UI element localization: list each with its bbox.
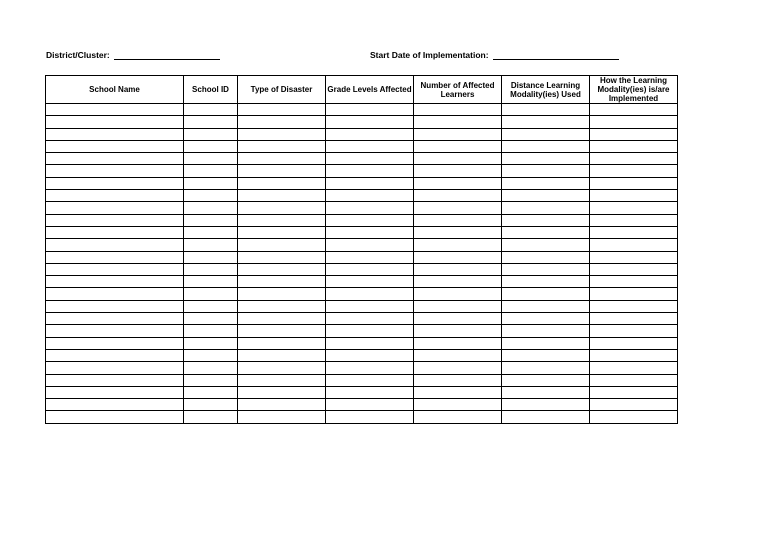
table-cell[interactable] bbox=[238, 263, 326, 275]
table-cell[interactable] bbox=[502, 349, 590, 361]
table-row bbox=[46, 411, 678, 423]
table-cell[interactable] bbox=[46, 190, 184, 202]
table-cell[interactable] bbox=[502, 399, 590, 411]
table-cell[interactable] bbox=[502, 190, 590, 202]
table-cell[interactable] bbox=[184, 140, 238, 152]
table-cell[interactable] bbox=[414, 116, 502, 128]
table-cell[interactable] bbox=[502, 214, 590, 226]
table-row bbox=[46, 374, 678, 386]
table-cell[interactable] bbox=[184, 386, 238, 398]
table-cell[interactable] bbox=[326, 263, 414, 275]
table-cell[interactable] bbox=[326, 251, 414, 263]
table-cell[interactable] bbox=[414, 288, 502, 300]
table-cell[interactable] bbox=[46, 214, 184, 226]
table-cell[interactable] bbox=[46, 239, 184, 251]
table-cell[interactable] bbox=[46, 104, 184, 116]
table-cell[interactable] bbox=[326, 104, 414, 116]
table-cell[interactable] bbox=[502, 239, 590, 251]
table-cell[interactable] bbox=[238, 214, 326, 226]
table-cell[interactable] bbox=[326, 399, 414, 411]
table-cell[interactable] bbox=[184, 411, 238, 423]
table-cell[interactable] bbox=[184, 263, 238, 275]
table-cell[interactable] bbox=[590, 251, 678, 263]
table-cell[interactable] bbox=[184, 104, 238, 116]
table-cell[interactable] bbox=[46, 288, 184, 300]
table-cell[interactable] bbox=[326, 239, 414, 251]
table-cell[interactable] bbox=[326, 362, 414, 374]
table-cell[interactable] bbox=[590, 153, 678, 165]
table-cell[interactable] bbox=[414, 349, 502, 361]
table-cell[interactable] bbox=[590, 374, 678, 386]
table-cell[interactable] bbox=[414, 226, 502, 238]
table-cell[interactable] bbox=[46, 374, 184, 386]
table-cell[interactable] bbox=[326, 411, 414, 423]
table-cell[interactable] bbox=[502, 128, 590, 140]
table-cell[interactable] bbox=[590, 263, 678, 275]
column-header-modality-implementation: How the Learning Modality(ies) is/are Implemented bbox=[590, 76, 678, 104]
table-cell[interactable] bbox=[590, 313, 678, 325]
table-cell[interactable] bbox=[184, 313, 238, 325]
table-cell[interactable] bbox=[238, 251, 326, 263]
table-cell[interactable] bbox=[184, 202, 238, 214]
table-cell[interactable] bbox=[502, 202, 590, 214]
table-cell[interactable] bbox=[326, 313, 414, 325]
district-cluster-label: District/Cluster: bbox=[46, 50, 110, 60]
table-cell[interactable] bbox=[502, 140, 590, 152]
table-cell[interactable] bbox=[184, 116, 238, 128]
table-cell[interactable] bbox=[590, 202, 678, 214]
table-cell[interactable] bbox=[326, 337, 414, 349]
table-cell[interactable] bbox=[184, 226, 238, 238]
table-cell[interactable] bbox=[238, 140, 326, 152]
table-row bbox=[46, 399, 678, 411]
table-cell[interactable] bbox=[414, 153, 502, 165]
table-row bbox=[46, 263, 678, 275]
column-header-modality-used: Distance Learning Modality(ies) Used bbox=[502, 76, 590, 104]
table-cell[interactable] bbox=[238, 202, 326, 214]
table-cell[interactable] bbox=[238, 411, 326, 423]
table-cell[interactable] bbox=[590, 325, 678, 337]
table-cell[interactable] bbox=[326, 226, 414, 238]
start-date-input-line[interactable] bbox=[493, 49, 619, 60]
table-cell[interactable] bbox=[184, 251, 238, 263]
table-cell[interactable] bbox=[46, 325, 184, 337]
table-cell[interactable] bbox=[46, 202, 184, 214]
table-row bbox=[46, 226, 678, 238]
table-cell[interactable] bbox=[326, 386, 414, 398]
table-cell[interactable] bbox=[414, 313, 502, 325]
table-cell[interactable] bbox=[184, 165, 238, 177]
table-cell[interactable] bbox=[238, 349, 326, 361]
table-header-row bbox=[46, 76, 678, 104]
table-cell[interactable] bbox=[238, 374, 326, 386]
table-cell[interactable] bbox=[46, 386, 184, 398]
table-cell[interactable] bbox=[238, 116, 326, 128]
table-row bbox=[46, 128, 678, 140]
table-cell[interactable] bbox=[590, 116, 678, 128]
table-cell[interactable] bbox=[46, 337, 184, 349]
column-header-affected-learners: Number of Affected Learners bbox=[414, 76, 502, 104]
table-cell[interactable] bbox=[326, 300, 414, 312]
table-row bbox=[46, 325, 678, 337]
table-cell[interactable] bbox=[184, 190, 238, 202]
table-cell[interactable] bbox=[502, 177, 590, 189]
table-cell[interactable] bbox=[590, 177, 678, 189]
table-row bbox=[46, 116, 678, 128]
table-row bbox=[46, 190, 678, 202]
table-cell[interactable] bbox=[590, 288, 678, 300]
table-cell[interactable] bbox=[326, 214, 414, 226]
table-cell[interactable] bbox=[502, 165, 590, 177]
table-cell[interactable] bbox=[46, 399, 184, 411]
table-row bbox=[46, 214, 678, 226]
table-cell[interactable] bbox=[502, 116, 590, 128]
table-cell[interactable] bbox=[238, 362, 326, 374]
table-cell[interactable] bbox=[590, 140, 678, 152]
table-cell[interactable] bbox=[414, 202, 502, 214]
table-row bbox=[46, 165, 678, 177]
table-cell[interactable] bbox=[502, 153, 590, 165]
column-header-school-id: School ID bbox=[184, 76, 238, 104]
table-cell[interactable] bbox=[184, 362, 238, 374]
start-date-field bbox=[370, 49, 619, 60]
table-cell[interactable] bbox=[414, 239, 502, 251]
table-cell[interactable] bbox=[326, 374, 414, 386]
table-cell[interactable] bbox=[184, 337, 238, 349]
column-header-school-name: School Name bbox=[46, 76, 184, 104]
table-cell[interactable] bbox=[326, 153, 414, 165]
table-cell[interactable] bbox=[184, 177, 238, 189]
table-cell[interactable] bbox=[414, 399, 502, 411]
table-cell[interactable] bbox=[326, 288, 414, 300]
table-cell[interactable] bbox=[238, 276, 326, 288]
table-cell[interactable] bbox=[46, 362, 184, 374]
table-cell[interactable] bbox=[326, 128, 414, 140]
table-cell[interactable] bbox=[414, 386, 502, 398]
district-cluster-input-line[interactable] bbox=[114, 49, 220, 60]
table-cell[interactable] bbox=[46, 276, 184, 288]
table-cell[interactable] bbox=[326, 177, 414, 189]
table-cell[interactable] bbox=[502, 313, 590, 325]
table-cell[interactable] bbox=[238, 104, 326, 116]
table-cell[interactable] bbox=[414, 263, 502, 275]
table-cell[interactable] bbox=[46, 128, 184, 140]
table-cell[interactable] bbox=[414, 374, 502, 386]
table-row bbox=[46, 177, 678, 189]
table-row bbox=[46, 337, 678, 349]
table-cell[interactable] bbox=[238, 337, 326, 349]
table-cell[interactable] bbox=[46, 177, 184, 189]
table-cell[interactable] bbox=[502, 300, 590, 312]
table-cell[interactable] bbox=[502, 325, 590, 337]
table-cell[interactable] bbox=[414, 300, 502, 312]
table-cell[interactable] bbox=[238, 386, 326, 398]
table-row bbox=[46, 153, 678, 165]
table-cell[interactable] bbox=[502, 288, 590, 300]
table-cell[interactable] bbox=[502, 276, 590, 288]
table-cell[interactable] bbox=[502, 226, 590, 238]
table-cell[interactable] bbox=[238, 128, 326, 140]
table-cell[interactable] bbox=[590, 165, 678, 177]
table-cell[interactable] bbox=[184, 214, 238, 226]
table-cell[interactable] bbox=[414, 165, 502, 177]
table-cell[interactable] bbox=[326, 202, 414, 214]
table-cell[interactable] bbox=[590, 411, 678, 423]
table-cell[interactable] bbox=[46, 263, 184, 275]
table-row bbox=[46, 104, 678, 116]
table-cell[interactable] bbox=[184, 153, 238, 165]
table-row bbox=[46, 251, 678, 263]
table-cell[interactable] bbox=[238, 325, 326, 337]
implementation-table bbox=[45, 75, 678, 424]
table-cell[interactable] bbox=[502, 337, 590, 349]
table-cell[interactable] bbox=[46, 411, 184, 423]
table-cell[interactable] bbox=[502, 386, 590, 398]
table-cell[interactable] bbox=[414, 104, 502, 116]
table-cell[interactable] bbox=[590, 337, 678, 349]
table-cell[interactable] bbox=[326, 276, 414, 288]
table-row bbox=[46, 276, 678, 288]
table-cell[interactable] bbox=[238, 153, 326, 165]
table-cell[interactable] bbox=[238, 300, 326, 312]
table-cell[interactable] bbox=[590, 300, 678, 312]
column-header-type-of-disaster: Type of Disaster bbox=[238, 76, 326, 104]
table-cell[interactable] bbox=[46, 140, 184, 152]
table-cell[interactable] bbox=[414, 140, 502, 152]
table-cell[interactable] bbox=[590, 104, 678, 116]
table-cell[interactable] bbox=[326, 325, 414, 337]
table-cell[interactable] bbox=[590, 190, 678, 202]
table-cell[interactable] bbox=[590, 386, 678, 398]
table-cell[interactable] bbox=[590, 226, 678, 238]
table-cell[interactable] bbox=[502, 411, 590, 423]
table-cell[interactable] bbox=[46, 153, 184, 165]
table-cell[interactable] bbox=[184, 374, 238, 386]
table-cell[interactable] bbox=[184, 276, 238, 288]
table-cell[interactable] bbox=[414, 411, 502, 423]
table-cell[interactable] bbox=[46, 165, 184, 177]
table-cell[interactable] bbox=[326, 165, 414, 177]
table-cell[interactable] bbox=[502, 362, 590, 374]
table-cell[interactable] bbox=[238, 226, 326, 238]
table-cell[interactable] bbox=[590, 128, 678, 140]
table-cell[interactable] bbox=[590, 399, 678, 411]
table-cell[interactable] bbox=[184, 288, 238, 300]
table-cell[interactable] bbox=[184, 239, 238, 251]
table-cell[interactable] bbox=[238, 190, 326, 202]
table-row bbox=[46, 300, 678, 312]
table-cell[interactable] bbox=[46, 251, 184, 263]
start-date-label: Start Date of Implementation: bbox=[370, 50, 489, 60]
table-cell[interactable] bbox=[502, 251, 590, 263]
table-cell[interactable] bbox=[502, 263, 590, 275]
table-row bbox=[46, 239, 678, 251]
table-cell[interactable] bbox=[46, 116, 184, 128]
table-cell[interactable] bbox=[326, 349, 414, 361]
table-row bbox=[46, 362, 678, 374]
table-cell[interactable] bbox=[590, 349, 678, 361]
table-cell[interactable] bbox=[238, 399, 326, 411]
table-cell[interactable] bbox=[184, 325, 238, 337]
table-cell[interactable] bbox=[238, 239, 326, 251]
table-cell[interactable] bbox=[414, 128, 502, 140]
table-cell[interactable] bbox=[414, 251, 502, 263]
table-cell[interactable] bbox=[590, 276, 678, 288]
table-cell[interactable] bbox=[502, 104, 590, 116]
table-cell[interactable] bbox=[46, 226, 184, 238]
table-cell[interactable] bbox=[414, 276, 502, 288]
table-cell[interactable] bbox=[414, 214, 502, 226]
table-row bbox=[46, 288, 678, 300]
table-cell[interactable] bbox=[326, 190, 414, 202]
column-header-grade-levels: Grade Levels Affected bbox=[326, 76, 414, 104]
table-cell[interactable] bbox=[414, 325, 502, 337]
table-cell[interactable] bbox=[46, 313, 184, 325]
table-cell[interactable] bbox=[414, 337, 502, 349]
table-row bbox=[46, 386, 678, 398]
table-cell[interactable] bbox=[238, 177, 326, 189]
table-cell[interactable] bbox=[184, 300, 238, 312]
table-cell[interactable] bbox=[590, 214, 678, 226]
district-cluster-field bbox=[46, 49, 220, 60]
table-cell[interactable] bbox=[414, 177, 502, 189]
table-cell[interactable] bbox=[46, 349, 184, 361]
table-body bbox=[46, 104, 678, 424]
table-row bbox=[46, 313, 678, 325]
table-cell[interactable] bbox=[238, 165, 326, 177]
table-cell[interactable] bbox=[590, 239, 678, 251]
table-cell[interactable] bbox=[184, 128, 238, 140]
table-cell[interactable] bbox=[590, 362, 678, 374]
table-cell[interactable] bbox=[238, 313, 326, 325]
table-cell[interactable] bbox=[238, 288, 326, 300]
table-cell[interactable] bbox=[502, 374, 590, 386]
table-row bbox=[46, 349, 678, 361]
table-cell[interactable] bbox=[46, 300, 184, 312]
table-cell[interactable] bbox=[414, 362, 502, 374]
table-cell[interactable] bbox=[184, 349, 238, 361]
table-cell[interactable] bbox=[184, 399, 238, 411]
table-cell[interactable] bbox=[326, 116, 414, 128]
table-row bbox=[46, 140, 678, 152]
table-cell[interactable] bbox=[326, 140, 414, 152]
table-row bbox=[46, 202, 678, 214]
table-cell[interactable] bbox=[414, 190, 502, 202]
